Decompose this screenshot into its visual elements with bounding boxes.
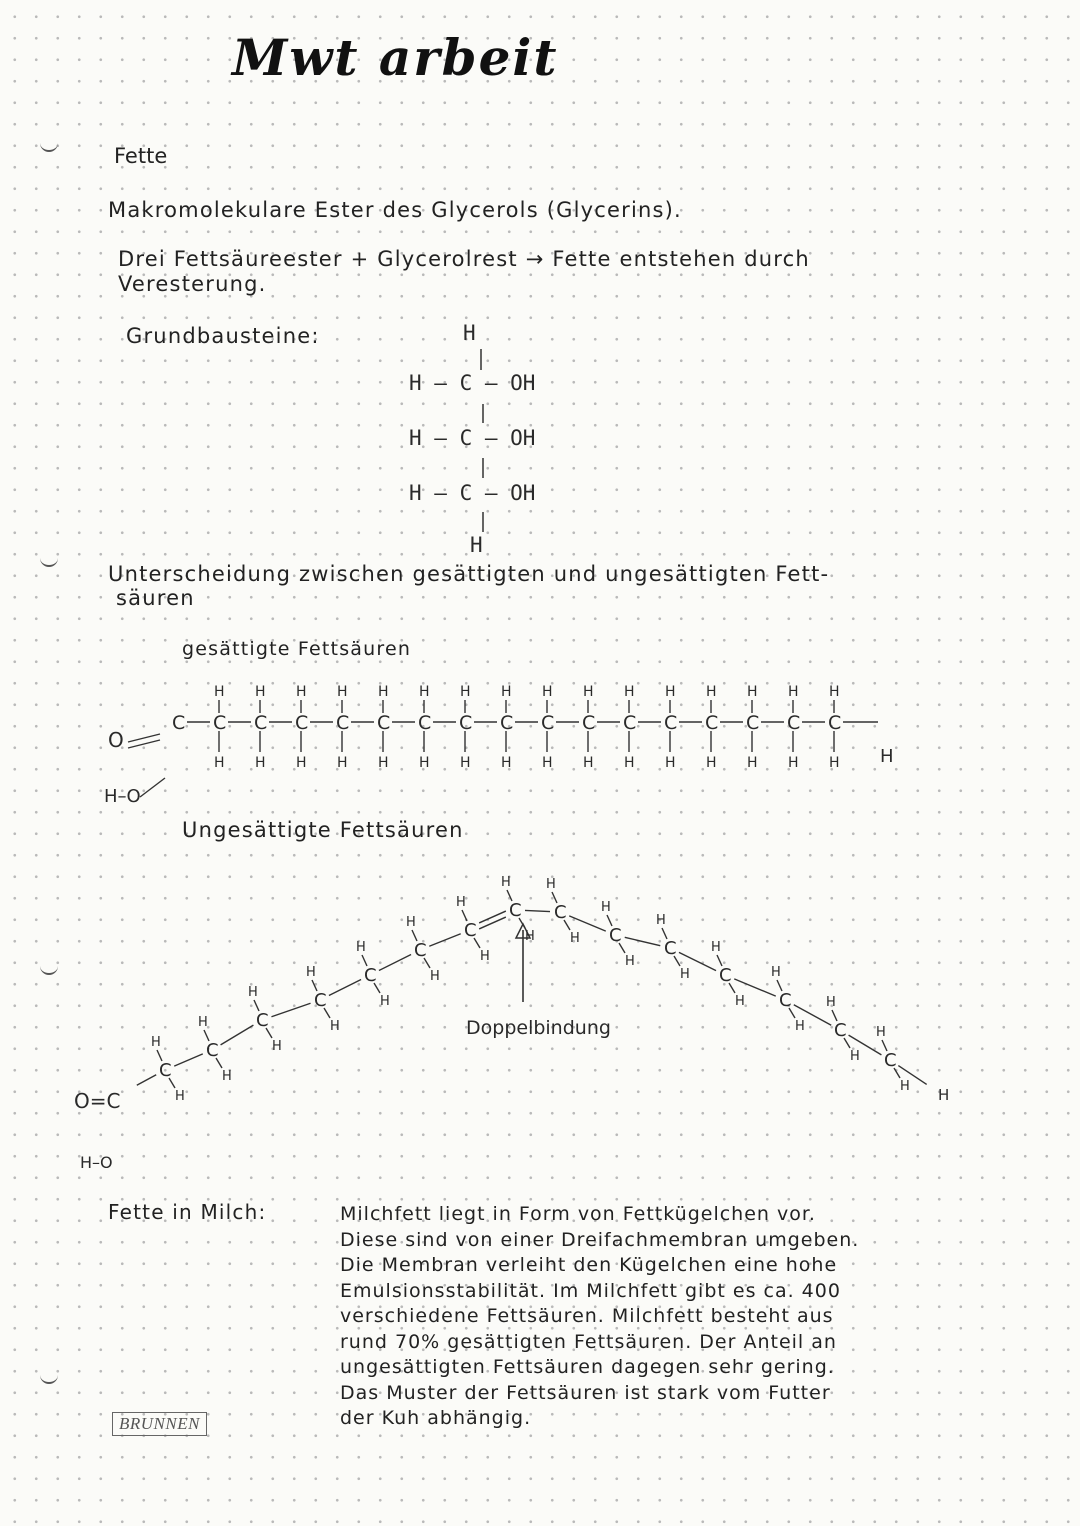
milk-line: ungesättigten Fettsäuren dagegen sehr gering. xyxy=(340,1356,835,1378)
saturated-hydrogen-bottom: H xyxy=(419,755,430,771)
saturated-hydrogen-top: H xyxy=(665,684,676,700)
unsaturated-carboxyl: O=C xyxy=(74,1089,121,1113)
saturated-hydrogen-bottom: H xyxy=(583,755,594,771)
saturated-label: gesättigte Fettsäuren xyxy=(182,638,412,660)
saturated-carbon: C xyxy=(664,712,678,734)
saturated-carbon: C xyxy=(377,712,391,734)
unsaturated-cc-bond xyxy=(271,1003,310,1016)
saturated-carbon: C xyxy=(459,712,473,734)
saturated-hydrogen-top: H xyxy=(296,684,307,700)
glycerol-top-h: H xyxy=(463,321,476,345)
milk-paragraph xyxy=(340,1202,1030,1432)
saturated-hydrogen-bottom: H xyxy=(255,755,266,771)
unsaturated-hydroxyl: H–O xyxy=(80,1153,113,1172)
milk-line: rund 70% gesättigten Fettsäuren. Der Anteil an xyxy=(340,1330,837,1353)
unsaturated-hydrogen: H xyxy=(406,915,416,930)
building-blocks-label: Grundbausteine: xyxy=(126,324,320,348)
unsaturated-carbon: C xyxy=(509,900,522,921)
unsaturated-cc-bond xyxy=(525,910,550,911)
saturated-carbon: C xyxy=(336,712,350,734)
unsaturated-hydrogen: H xyxy=(456,895,466,910)
unsaturated-terminal-hydrogen: H xyxy=(938,1086,950,1104)
saturated-hydrogen-bottom: H xyxy=(337,755,348,771)
saturated-hydrogen-bottom: H xyxy=(542,755,553,771)
unsaturated-double-bond xyxy=(479,917,506,929)
saturated-hydrogen-top: H xyxy=(501,684,512,700)
unsaturated-carbon: C xyxy=(719,965,732,986)
unsaturated-carbon: C xyxy=(364,965,377,986)
unsaturated-hydrogen: H xyxy=(625,954,635,969)
saturated-carbon: C xyxy=(295,712,309,734)
saturated-hydrogen-bottom: H xyxy=(501,755,512,771)
unsaturated-hydrogen: H xyxy=(795,1019,805,1034)
saturated-hydrogen-bottom: H xyxy=(747,755,758,771)
saturated-hydrogen-bottom: H xyxy=(378,755,389,771)
unsaturated-hydrogen: H xyxy=(711,940,721,955)
saturated-carboxyl-o: O xyxy=(108,728,124,752)
intro-line-2: Drei Fettsäureester + Glycerolrest → Fette entstehen durch xyxy=(118,247,810,271)
unsaturated-hydrogen: H xyxy=(306,965,316,980)
saturated-carbon: C xyxy=(787,712,801,734)
unsaturated-hydrogen: H xyxy=(601,900,611,915)
saturated-carbon: C xyxy=(705,712,719,734)
page-title: Mwt arbeit xyxy=(232,28,559,87)
saturated-carboxyl-ho: H–O xyxy=(104,786,141,807)
unsaturated-label: Ungesättigte Fettsäuren xyxy=(182,818,464,842)
saturated-hydrogen-top: H xyxy=(583,684,594,700)
unsaturated-hydrogen: H xyxy=(570,931,580,946)
milk-label: Fette in Milch: xyxy=(108,1200,267,1224)
unsaturated-hydrogen: H xyxy=(272,1039,282,1054)
saturated-hydrogen-bottom: H xyxy=(706,755,717,771)
double-bond-label: Doppelbindung xyxy=(466,1017,611,1039)
saturated-carbon: C xyxy=(418,712,432,734)
unsaturated-carbon: C xyxy=(554,902,567,923)
saturated-hydrogen-top: H xyxy=(337,684,348,700)
unsaturated-hydrogen: H xyxy=(900,1079,910,1094)
unsaturated-hydrogen: H xyxy=(430,969,440,984)
milk-line: verschiedene Fettsäuren. Milchfett besteht aus xyxy=(340,1305,834,1327)
saturated-hydrogen-bottom: H xyxy=(296,755,307,771)
milk-line: der Kuh abhängig. xyxy=(340,1407,532,1429)
saturated-hydrogen-top: H xyxy=(460,684,471,700)
unsaturated-hydrogen: H xyxy=(680,967,690,982)
saturated-terminal-h: H xyxy=(880,746,894,767)
unsaturated-hydrogen: H xyxy=(222,1069,232,1084)
glycerol-row-2: H — C — OH xyxy=(409,426,536,450)
saturated-hydrogen-bottom: H xyxy=(214,755,225,771)
glycerol-row-3: H — C — OH xyxy=(409,481,536,505)
saturated-hydrogen-bottom: H xyxy=(624,755,635,771)
saturated-hydrogen-top: H xyxy=(624,684,635,700)
unsaturated-cc-bond xyxy=(137,1075,156,1085)
saturated-carbon: C xyxy=(500,712,514,734)
saturated-hydrogen-bottom: H xyxy=(829,755,840,771)
unsaturated-cc-bond xyxy=(329,979,361,995)
saturated-hydrogen-bottom: H xyxy=(788,755,799,771)
unsaturated-carbon: C xyxy=(314,990,327,1011)
unsaturated-carbon: C xyxy=(834,1020,847,1041)
saturated-carbon: C xyxy=(172,712,186,734)
unsaturated-carbon: C xyxy=(464,920,477,941)
unsaturated-cc-bond xyxy=(569,916,606,931)
distinction-line-2: säuren xyxy=(116,586,195,610)
unsaturated-cc-bond xyxy=(625,937,661,945)
unsaturated-hydrogen: H xyxy=(330,1019,340,1034)
unsaturated-hydrogen: H xyxy=(546,877,556,892)
unsaturated-hydrogen: H xyxy=(198,1015,208,1030)
unsaturated-hydrogen: H xyxy=(480,949,490,964)
milk-line: Das Muster der Fettsäuren ist stark vom Futter xyxy=(340,1381,831,1404)
saturated-hydrogen-top: H xyxy=(542,684,553,700)
unsaturated-hydrogen: H xyxy=(501,875,511,890)
saturated-carbon: C xyxy=(582,712,596,734)
saturated-hydrogen-top: H xyxy=(214,684,225,700)
unsaturated-hydrogen: H xyxy=(248,985,258,1000)
milk-line: Emulsionsstabilität. Im Milchfett gibt es ca. 400 xyxy=(340,1279,841,1302)
unsaturated-hydrogen: H xyxy=(656,913,666,928)
unsaturated-hydrogen: H xyxy=(380,994,390,1009)
unsaturated-carbon: C xyxy=(609,925,622,946)
brand-logo: BRUNNEN xyxy=(112,1412,207,1436)
glycerol-bottom-h: H xyxy=(470,533,483,557)
saturated-hydrogen-top: H xyxy=(788,684,799,700)
unsaturated-carbon: C xyxy=(779,990,792,1011)
milk-line: Die Membran verleiht den Kügelchen eine hohe xyxy=(340,1254,838,1276)
unsaturated-hydrogen: H xyxy=(876,1025,886,1040)
unsaturated-carbon: C xyxy=(884,1050,897,1071)
unsaturated-cc-bond xyxy=(379,954,411,970)
unsaturated-carbon: C xyxy=(664,938,677,959)
saturated-hydrogen-top: H xyxy=(419,684,430,700)
unsaturated-carbon: C xyxy=(414,940,427,961)
unsaturated-hydrogen: H xyxy=(525,929,535,944)
saturated-carbon: C xyxy=(254,712,268,734)
saturated-hydrogen-top: H xyxy=(706,684,717,700)
section-heading: Fette xyxy=(114,144,168,168)
saturated-carbon: C xyxy=(746,712,760,734)
unsaturated-cc-bond xyxy=(221,1025,254,1045)
saturated-carbon: C xyxy=(541,712,555,734)
unsaturated-double-bond xyxy=(479,911,506,923)
saturated-carbon: C xyxy=(623,712,637,734)
saturated-hydrogen-top: H xyxy=(747,684,758,700)
unsaturated-hydrogen: H xyxy=(735,994,745,1009)
saturated-hydrogen-top: H xyxy=(378,684,389,700)
unsaturated-hydrogen: H xyxy=(151,1035,161,1050)
intro-line-1: Makromolekulare Ester des Glycerols (Glycerins). xyxy=(108,198,682,222)
unsaturated-hydrogen: H xyxy=(771,965,781,980)
unsaturated-cc-bond xyxy=(429,934,460,947)
unsaturated-carbon: C xyxy=(159,1060,172,1081)
saturated-hydrogen-top: H xyxy=(255,684,266,700)
saturated-hydrogen-bottom: H xyxy=(460,755,471,771)
unsaturated-hydrogen: H xyxy=(175,1089,185,1104)
glycerol-row-1: H — C — OH xyxy=(409,371,536,395)
unsaturated-carbon: C xyxy=(206,1040,219,1061)
saturated-carbon: C xyxy=(213,712,227,734)
distinction-line-1: Unterscheidung zwischen gesättigten und ungesättigten Fett- xyxy=(108,562,830,586)
saturated-hydrogen-bottom: H xyxy=(665,755,676,771)
milk-line: Milchfett liegt in Form von Fettkügelchen vor. xyxy=(340,1203,816,1225)
unsaturated-cc-bond xyxy=(174,1054,203,1066)
unsaturated-carbon: C xyxy=(256,1010,269,1031)
unsaturated-hydrogen: H xyxy=(826,995,836,1010)
milk-line: Diese sind von einer Dreifachmembran umgeben. xyxy=(340,1228,860,1251)
saturated-carbon: C xyxy=(828,712,842,734)
intro-line-3: Veresterung. xyxy=(118,272,267,296)
unsaturated-hydrogen: H xyxy=(850,1049,860,1064)
unsaturated-hydrogen: H xyxy=(356,940,366,955)
saturated-hydrogen-top: H xyxy=(829,684,840,700)
